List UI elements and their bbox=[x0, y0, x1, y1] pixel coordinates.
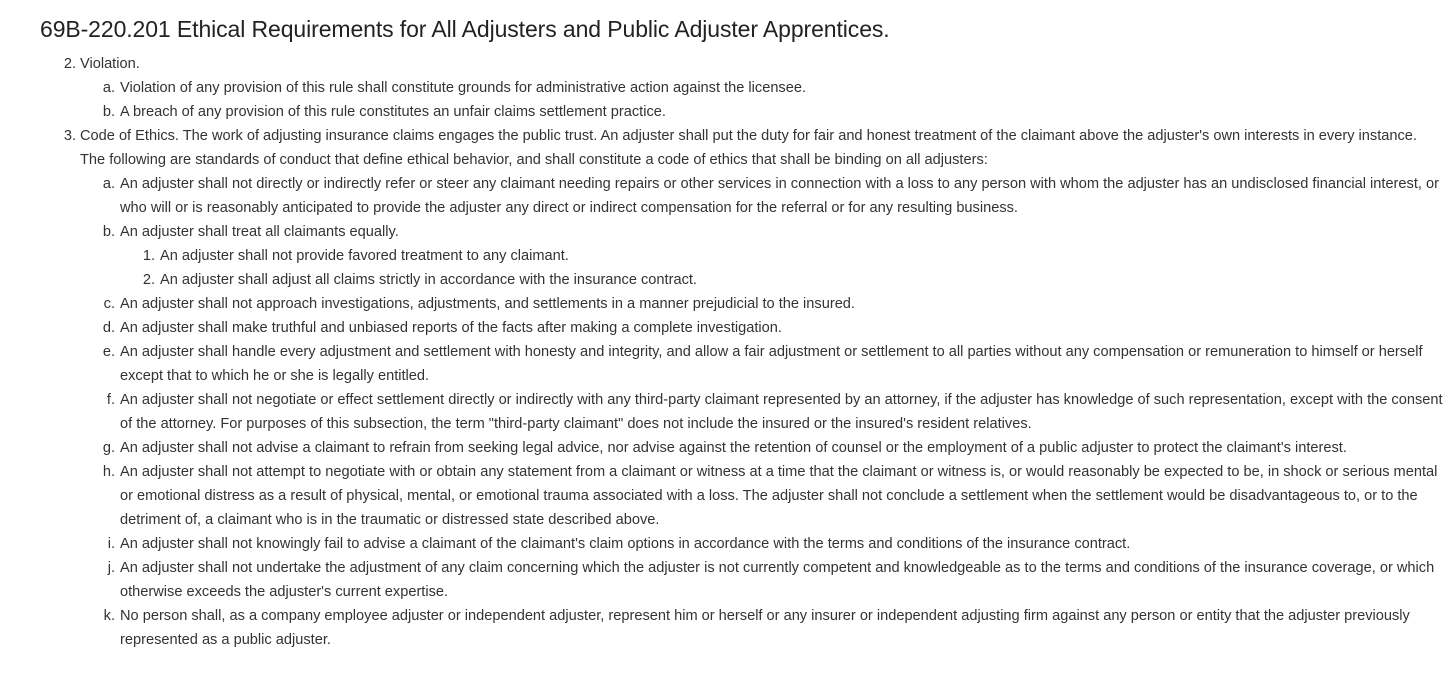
subsection-marker: b. bbox=[102, 224, 115, 240]
subsection-item bbox=[0, 436, 1456, 460]
rule-body bbox=[0, 52, 1456, 652]
section-item bbox=[0, 52, 1456, 124]
section-list bbox=[0, 52, 1456, 652]
subsection-text: An adjuster shall treat all claimants equally. bbox=[120, 224, 399, 240]
paragraph-list bbox=[0, 244, 1456, 292]
subsection-text: An adjuster shall not negotiate or effect settlement directly or indirectly with any third-party claimant represented by an attorney, if the adjuster has knowledge of such representation, except with the consent of the attorney. For purposes of this subsection, the term "third-party claimant" does not include the insured or the insured's resident relatives. bbox=[120, 392, 1443, 432]
subsection-text: An adjuster shall not knowingly fail to advise a claimant of the claimant's claim options in accordance with the terms and conditions of the insurance contract. bbox=[120, 536, 1131, 552]
subsection-marker: k. bbox=[103, 608, 115, 624]
subsection-item bbox=[0, 340, 1456, 388]
paragraph-marker: 1. bbox=[142, 248, 155, 264]
section-text: Violation. bbox=[80, 56, 140, 72]
rule-title: 69B-220.201 Ethical Requirements for All Adjusters and Public Adjuster Apprentices. bbox=[40, 16, 890, 42]
section-item bbox=[0, 124, 1456, 652]
subsection-item bbox=[0, 100, 1456, 124]
subsection-item bbox=[0, 292, 1456, 316]
subsection-text: An adjuster shall make truthful and unbiased reports of the facts after making a complete investigation. bbox=[120, 320, 782, 336]
subsection-marker: a. bbox=[102, 176, 115, 192]
subsection-item bbox=[0, 532, 1456, 556]
subsection-item bbox=[0, 460, 1456, 532]
subsection-marker: j. bbox=[107, 560, 115, 576]
subsection-marker: f. bbox=[106, 392, 115, 408]
section-marker: 2. bbox=[63, 56, 76, 72]
paragraph-item bbox=[0, 268, 1456, 292]
subsection-text: An adjuster shall not advise a claimant to refrain from seeking legal advice, nor advise against the retention of counsel or the employment of a public adjuster to protect the claimant's interest. bbox=[120, 440, 1347, 456]
paragraph-text: An adjuster shall adjust all claims strictly in accordance with the insurance contract. bbox=[160, 272, 697, 288]
subsection-marker: g. bbox=[102, 440, 115, 456]
subsection-marker: e. bbox=[102, 344, 115, 360]
paragraph-item bbox=[0, 244, 1456, 268]
subsection-text: An adjuster shall not directly or indirectly refer or steer any claimant needing repairs or other services in connection with a loss to any person with whom the adjuster has an undisclosed financial interest, or who will or is reasonably anticipated to provide the adjuster any direct or indirect compensation for the referral or for any resulting business. bbox=[120, 176, 1439, 216]
subsection-marker: h. bbox=[102, 464, 115, 480]
subsection-list bbox=[0, 76, 1456, 124]
subsection-marker: i. bbox=[107, 536, 115, 552]
subsection-text: An adjuster shall not approach investigations, adjustments, and settlements in a manner prejudicial to the insured. bbox=[120, 296, 855, 312]
subsection-item bbox=[0, 604, 1456, 652]
subsection-marker: c. bbox=[103, 296, 115, 312]
subsection-text: An adjuster shall not attempt to negotiate with or obtain any statement from a claimant or witness at a time that the claimant or witness is, or would reasonably be expected to be, in shock or serious mental or emotional distress as a result of physical, mental, or emotional trauma associated with a loss. The adjuster shall not conclude a settlement when the settlement would be disadvantageous to, or to the detriment of, a claimant who is in the traumatic or distressed state described above. bbox=[120, 464, 1438, 528]
subsection-marker: a. bbox=[102, 80, 115, 96]
paragraph-marker: 2. bbox=[142, 272, 155, 288]
subsection-text: No person shall, as a company employee adjuster or independent adjuster, represent him or herself or any insurer or independent adjusting firm against any person or entity that the adjuster previously represented as a public adjuster. bbox=[120, 608, 1410, 648]
subsection-text: Violation of any provision of this rule shall constitute grounds for administrative action against the licensee. bbox=[120, 80, 807, 96]
subsection-marker: b. bbox=[102, 104, 115, 120]
subsection-item bbox=[0, 76, 1456, 100]
subsection-marker: d. bbox=[102, 320, 115, 336]
subsection-item bbox=[0, 316, 1456, 340]
subsection-list bbox=[0, 172, 1456, 652]
section-marker: 3. bbox=[63, 128, 76, 144]
subsection-text: A breach of any provision of this rule constitutes an unfair claims settlement practice. bbox=[120, 104, 666, 120]
section-text: Code of Ethics. The work of adjusting insurance claims engages the public trust. An adjuster shall put the duty for fair and honest treatment of the claimant above the adjuster's own interests in every instance. The following are standards of conduct that define ethical behavior, and shall constitute a code of ethics that shall be binding on all adjusters: bbox=[80, 128, 1417, 168]
subsection-item bbox=[0, 172, 1456, 220]
subsection-item bbox=[0, 220, 1456, 292]
subsection-item bbox=[0, 556, 1456, 604]
paragraph-text: An adjuster shall not provide favored treatment to any claimant. bbox=[160, 248, 569, 264]
subsection-text: An adjuster shall handle every adjustment and settlement with honesty and integrity, and allow a fair adjustment or settlement to all parties without any compensation or remuneration to himself or herself except that to which he or she is legally entitled. bbox=[120, 344, 1423, 384]
subsection-text: An adjuster shall not undertake the adjustment of any claim concerning which the adjuster is not currently competent and knowledgeable as to the terms and conditions of the insurance coverage, or which otherwise exceeds the adjuster's current expertise. bbox=[120, 560, 1435, 600]
subsection-item bbox=[0, 388, 1456, 436]
